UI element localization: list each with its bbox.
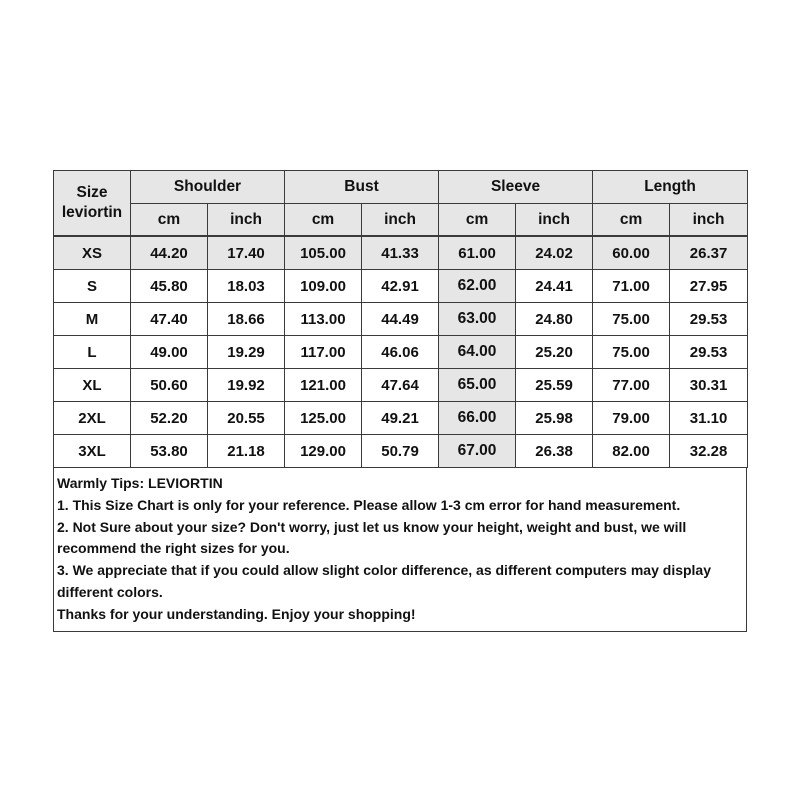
size-label: 3XL	[54, 435, 131, 468]
table-cell: 47.40	[131, 303, 208, 336]
table-cell: 44.20	[131, 236, 208, 270]
table-cell: 47.64	[362, 369, 439, 402]
size-column-header	[54, 171, 131, 237]
table-cell: 62.00	[439, 270, 516, 303]
table-cell: 82.00	[593, 435, 670, 468]
table-cell: 49.21	[362, 402, 439, 435]
table-cell: 64.00	[439, 336, 516, 369]
table-cell: 77.00	[593, 369, 670, 402]
unit-header: cm	[439, 204, 516, 237]
table-cell: 53.80	[131, 435, 208, 468]
table-row	[54, 270, 748, 303]
table-body	[54, 236, 748, 468]
table-cell: 42.91	[362, 270, 439, 303]
tips-closing: Thanks for your understanding. Enjoy your shopping!	[57, 605, 416, 622]
table-cell: 50.60	[131, 369, 208, 402]
size-label: M	[54, 303, 131, 336]
table-cell: 25.59	[516, 369, 593, 402]
table-cell: 71.00	[593, 270, 670, 303]
table-cell: 24.41	[516, 270, 593, 303]
table-cell: 50.79	[362, 435, 439, 468]
size-label: S	[54, 270, 131, 303]
size-label: XS	[54, 236, 131, 270]
table-cell: 60.00	[593, 236, 670, 270]
table-cell: 18.03	[208, 270, 285, 303]
table-cell: 75.00	[593, 336, 670, 369]
table-cell: 52.20	[131, 402, 208, 435]
table-cell: 75.00	[593, 303, 670, 336]
tips-line-2: 2. Not Sure about your size? Don't worry, just let us know your height, weight and bust, we will recommend the right sizes for you.	[57, 518, 687, 557]
group-header-shoulder: Shoulder	[131, 171, 285, 204]
size-label: 2XL	[54, 402, 131, 435]
table-cell: 121.00	[285, 369, 362, 402]
unit-header: inch	[670, 204, 748, 237]
table-cell: 129.00	[285, 435, 362, 468]
table-cell: 32.28	[670, 435, 748, 468]
table-cell: 61.00	[439, 236, 516, 270]
unit-header: inch	[362, 204, 439, 237]
table-cell: 46.06	[362, 336, 439, 369]
table-cell: 29.53	[670, 303, 748, 336]
table-cell: 26.38	[516, 435, 593, 468]
table-cell: 45.80	[131, 270, 208, 303]
table-row	[54, 435, 748, 468]
table-cell: 24.02	[516, 236, 593, 270]
unit-header: inch	[516, 204, 593, 237]
table-cell: 19.29	[208, 336, 285, 369]
group-header-bust: Bust	[285, 171, 439, 204]
table-cell: 67.00	[439, 435, 516, 468]
table-row	[54, 369, 748, 402]
size-label: L	[54, 336, 131, 369]
table-cell: 26.37	[670, 236, 748, 270]
size-header-line2: leviortin	[61, 204, 123, 221]
size-label: XL	[54, 369, 131, 402]
table-cell: 17.40	[208, 236, 285, 270]
table-cell: 29.53	[670, 336, 748, 369]
table-cell: 105.00	[285, 236, 362, 270]
unit-header: cm	[131, 204, 208, 237]
table-cell: 25.98	[516, 402, 593, 435]
tips-heading: Warmly Tips: LEVIORTIN	[57, 475, 223, 491]
table-cell: 21.18	[208, 435, 285, 468]
table-cell: 113.00	[285, 303, 362, 336]
table-row	[54, 336, 748, 369]
unit-header: cm	[593, 204, 670, 237]
table-row	[54, 303, 748, 336]
table-cell: 27.95	[670, 270, 748, 303]
group-header-sleeve: Sleeve	[439, 171, 593, 204]
size-header-line1: Size	[76, 184, 108, 201]
table-cell: 18.66	[208, 303, 285, 336]
table-cell: 25.20	[516, 336, 593, 369]
tips-line-3: 3. We appreciate that if you could allow slight color difference, as different computers may display different colors.	[57, 562, 712, 600]
table-row	[54, 402, 748, 435]
table-cell: 65.00	[439, 369, 516, 402]
unit-header: inch	[208, 204, 285, 237]
group-header-length: Length	[593, 171, 748, 204]
table-cell: 125.00	[285, 402, 362, 435]
table-cell: 66.00	[439, 402, 516, 435]
size-table	[53, 170, 748, 468]
table-cell: 63.00	[439, 303, 516, 336]
table-cell: 44.49	[362, 303, 439, 336]
table-cell: 109.00	[285, 270, 362, 303]
size-chart	[53, 170, 747, 632]
table-cell: 20.55	[208, 402, 285, 435]
unit-header: cm	[285, 204, 362, 237]
tips-box	[53, 468, 747, 632]
table-cell: 41.33	[362, 236, 439, 270]
table-cell: 30.31	[670, 369, 748, 402]
table-cell: 19.92	[208, 369, 285, 402]
tips-line-1: 1. This Size Chart is only for your reference. Please allow 1-3 cm error for hand measurement.	[57, 496, 681, 513]
table-row	[54, 236, 748, 270]
table-cell: 24.80	[516, 303, 593, 336]
table-cell: 79.00	[593, 402, 670, 435]
table-cell: 31.10	[670, 402, 748, 435]
table-cell: 117.00	[285, 336, 362, 369]
table-cell: 49.00	[131, 336, 208, 369]
table-header	[54, 171, 748, 237]
